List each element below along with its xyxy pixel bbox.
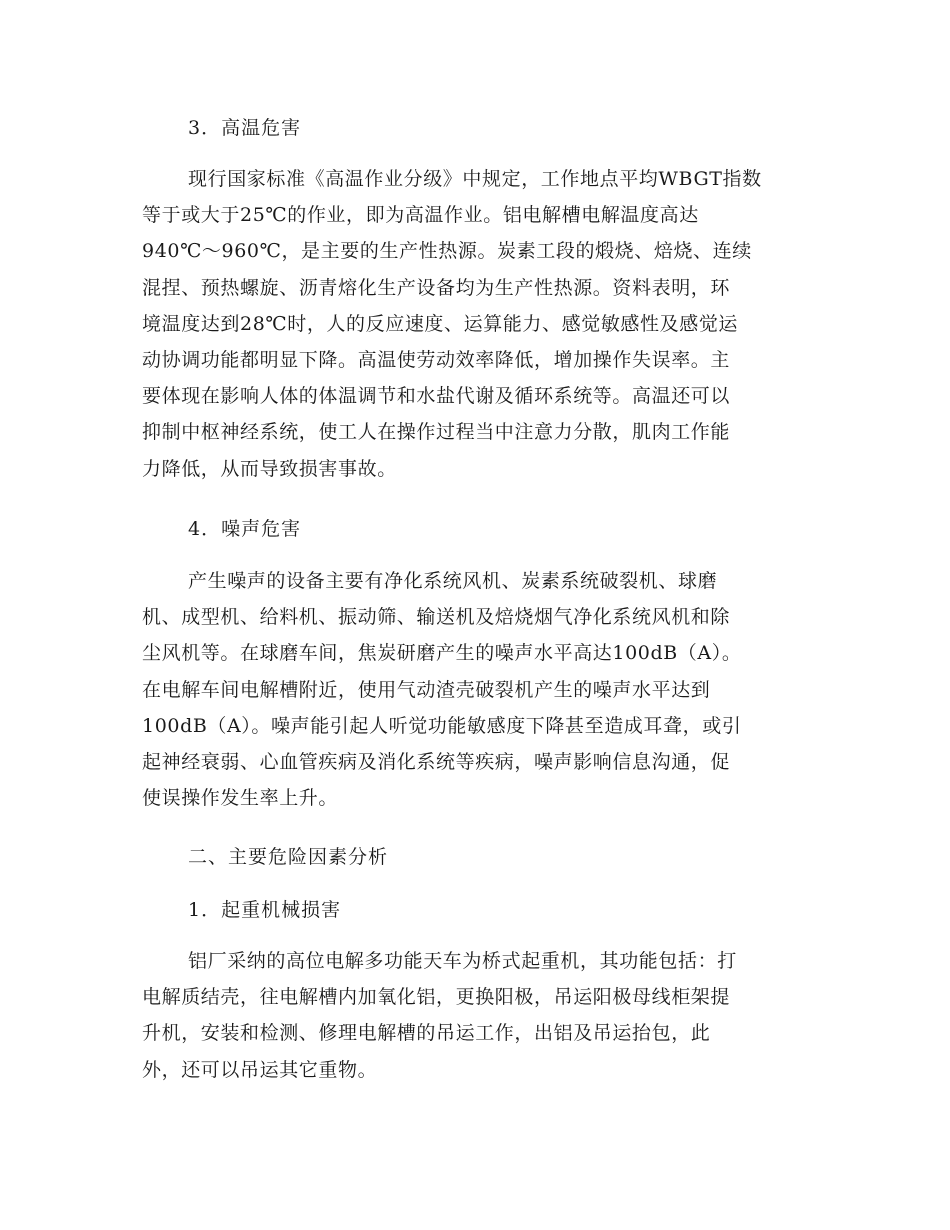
text-line: 动协调功能都明显下降。高温使劳动效率降低，增加操作失误率。主 bbox=[142, 348, 731, 371]
heading-section-two: 二、主要危险因素分析 bbox=[188, 846, 389, 868]
text-line: 要体现在影响人体的体温调节和水盐代谢及循环系统等。高温还可以 bbox=[142, 385, 731, 408]
text-line: 电解质结壳，往电解槽内加氧化铝，更换阳极，吊运阳极母线柜架提 bbox=[142, 986, 731, 1009]
text-line: 起神经衰弱、心血管疾病及消化系统等疾病，噪声影响信息沟通，促 bbox=[142, 750, 731, 773]
text-line: 产生噪声的设备主要有净化系统风机、炭素系统破裂机、球磨 bbox=[188, 570, 718, 592]
text-line: 940℃～960℃，是主要的生产性热源。炭素工段的煅烧、焙烧、连续 bbox=[142, 240, 752, 263]
text-line: 抑制中枢神经系统，使工人在操作过程当中注意力分散，肌肉工作能 bbox=[142, 421, 731, 444]
text-line: 境温度达到28℃时，人的反应速度、运算能力、感觉敏感性及感觉运 bbox=[142, 312, 739, 335]
heading-noise: 4．噪声危害 bbox=[188, 518, 302, 540]
text-line: 现行国家标准《高温作业分级》中规定，工作地点平均WBGT指数 bbox=[188, 168, 762, 190]
paragraph-high-temperature bbox=[142, 161, 802, 487]
text-line: 铝厂采纳的高位电解多功能天车为桥式起重机，其功能包括：打 bbox=[188, 950, 737, 972]
paragraph-crane bbox=[142, 943, 802, 1088]
heading-high-temperature: 3．高温危害 bbox=[188, 117, 302, 139]
text-line: 在电解车间电解槽附近，使用气动渣壳破裂机产生的噪声水平达到 bbox=[142, 678, 711, 701]
text-line: 力降低，从而导致损害事故。 bbox=[142, 457, 397, 480]
paragraph-noise bbox=[142, 563, 802, 816]
heading-crane: 1．起重机械损害 bbox=[188, 899, 342, 921]
text-line: 混捏、预热螺旋、沥青熔化生产设备均为生产性热源。资料表明，环 bbox=[142, 276, 731, 299]
text-line: 尘风机等。在球磨车间，焦炭研磨产生的噪声水平高达100dB（A）。 bbox=[142, 642, 742, 665]
text-line: 使误操作发生率上升。 bbox=[142, 787, 339, 810]
text-line: 升机，安装和检测、修理电解槽的吊运工作，出铝及吊运抬包，此 bbox=[142, 1022, 711, 1045]
text-line: 等于或大于25℃的作业，即为高温作业。铝电解槽电解温度高达 bbox=[142, 204, 699, 227]
text-line: 机、成型机、给料机、振动筛、输送机及焙烧烟气净化系统风机和除 bbox=[142, 606, 731, 629]
text-line: 外，还可以吊运其它重物。 bbox=[142, 1058, 378, 1081]
text-line: 100dB（A）。噪声能引起人听觉功能敏感度下降甚至造成耳聋，或引 bbox=[142, 714, 742, 737]
